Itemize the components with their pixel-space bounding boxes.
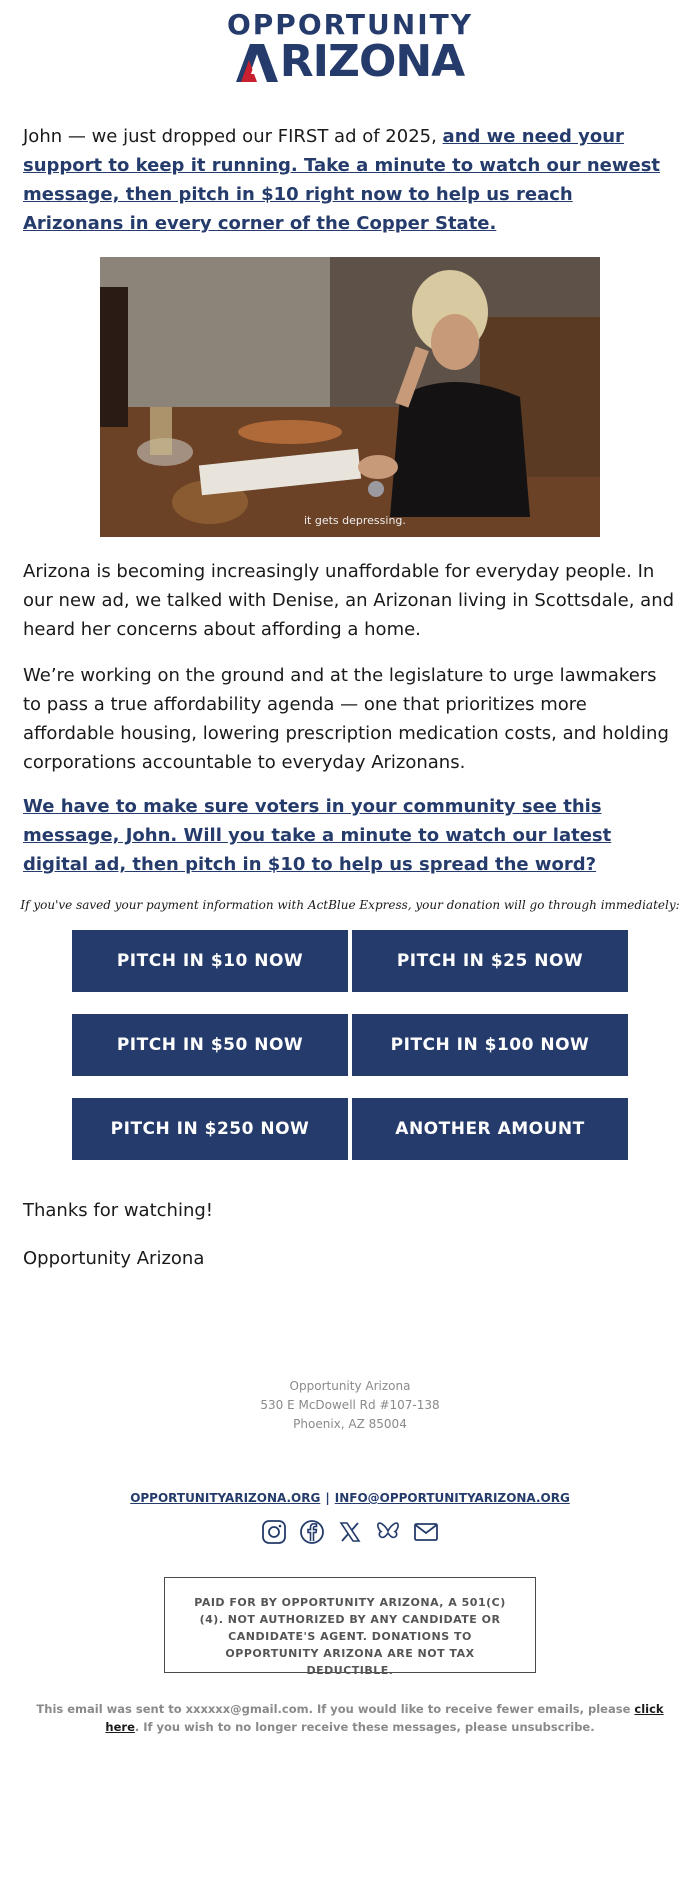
footer-text-pre: This email was sent to xxxxxx@gmail.com. If you would like to receive fewer emails, please bbox=[36, 1702, 635, 1716]
pitch-10-button[interactable]: PITCH IN $10 NOW bbox=[72, 930, 348, 992]
email-link[interactable]: INFO@OPPORTUNITYARIZONA.ORG bbox=[334, 1491, 570, 1505]
x-icon[interactable] bbox=[337, 1519, 363, 1545]
logo-wordmark-rest: RIZONA bbox=[279, 36, 465, 87]
brand-logo[interactable] bbox=[0, 10, 700, 86]
intro-paragraph bbox=[23, 122, 677, 238]
intro-text: John — we just dropped our FIRST ad of 2025, bbox=[23, 126, 443, 147]
address-street: 530 E McDowell Rd #107-138 bbox=[260, 1398, 440, 1412]
footer-text-post: . If you wish to no longer receive these messages, please unsubscribe. bbox=[134, 1720, 595, 1734]
mail-icon[interactable] bbox=[413, 1519, 439, 1545]
body-paragraph-1: Arizona is becoming increasingly unaffordable for everyday people. In our new ad, we talked with Denise, an Arizonan living in Scottsdale, and heard her concerns about affording a home. bbox=[23, 561, 675, 640]
facebook-icon[interactable] bbox=[299, 1519, 325, 1545]
instagram-icon[interactable] bbox=[261, 1519, 287, 1545]
mailing-address bbox=[0, 1377, 700, 1434]
logo-wordmark-top: OPPORTUNITY bbox=[226, 8, 473, 41]
video-caption: it gets depressing. bbox=[304, 514, 406, 527]
pitch-25-button[interactable]: PITCH IN $25 NOW bbox=[352, 930, 628, 992]
contact-divider: | bbox=[325, 1491, 330, 1505]
address-org: Opportunity Arizona bbox=[289, 1379, 411, 1393]
logo-wordmark-main bbox=[236, 36, 465, 87]
closing-thanks: Thanks for watching! bbox=[23, 1200, 214, 1221]
social-icons-row bbox=[0, 1519, 700, 1545]
pitch-250-button[interactable]: PITCH IN $250 NOW bbox=[72, 1098, 348, 1160]
logo-a-mark-icon bbox=[236, 44, 278, 82]
pitch-100-button[interactable]: PITCH IN $100 NOW bbox=[352, 1014, 628, 1076]
intro-donate-link[interactable]: and we need your support to keep it running. Take a minute to watch our newest message, then pitch in $10 right now to help us reach Arizonans in every corner of the Copper State. bbox=[23, 126, 661, 234]
address-city: Phoenix, AZ 85004 bbox=[293, 1417, 407, 1431]
contact-links bbox=[0, 1491, 700, 1505]
paid-for-disclaimer: PAID FOR BY OPPORTUNITY ARIZONA, A 501(C)(4). NOT AUTHORIZED BY ANY CANDIDATE OR CANDIDATE'S AGENT. DONATIONS TO OPPORTUNITY ARIZONA ARE NOT TAX DEDUCTIBLE. bbox=[164, 1577, 536, 1673]
donate-ask-link[interactable]: We have to make sure voters in your community see this message, John. Will you take a minute to watch our latest digital ad, then pitch in $10 to help us spread the word? bbox=[23, 796, 612, 875]
video-thumbnail[interactable] bbox=[100, 257, 600, 537]
pitch-50-button[interactable]: PITCH IN $50 NOW bbox=[72, 1014, 348, 1076]
fewer-emails-link[interactable]: click here bbox=[105, 1702, 664, 1734]
unsubscribe-footer bbox=[23, 1700, 677, 1736]
body-paragraph-2: We’re working on the ground and at the legislature to urge lawmakers to pass a true affordability agenda — one that prioritizes more affordable housing, lowering prescription medication costs, and holding corporations accountable to everyday Arizonans. bbox=[23, 665, 669, 773]
closing-signature: Opportunity Arizona bbox=[23, 1248, 205, 1269]
another-amount-button[interactable]: ANOTHER AMOUNT bbox=[352, 1098, 628, 1160]
bluesky-icon[interactable] bbox=[375, 1519, 401, 1545]
website-link[interactable]: OPPORTUNITYARIZONA.ORG bbox=[130, 1491, 321, 1505]
actblue-express-note: If you've saved your payment information with ActBlue Express, your donation will go through immediately: bbox=[20, 898, 680, 912]
video-still-illustration bbox=[100, 257, 600, 537]
